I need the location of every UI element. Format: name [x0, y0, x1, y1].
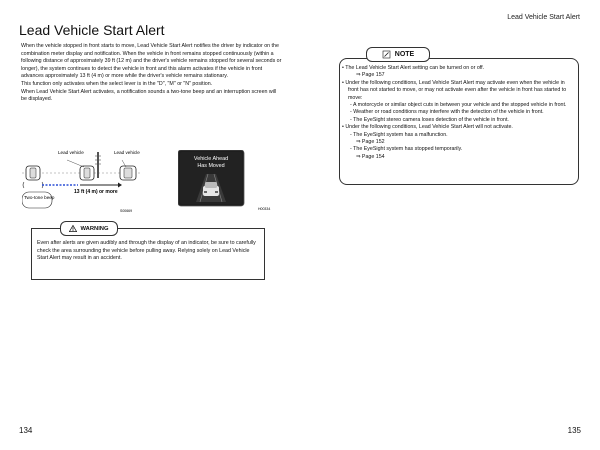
- body-paragraph: This function only activates when the select lever is in the "D", "M" or "N" position.: [21, 80, 213, 87]
- page-title: Lead Vehicle Start Alert: [19, 22, 165, 38]
- running-header: Lead Vehicle Start Alert: [507, 14, 580, 21]
- note-item: • The Lead Vehicle Start Alert setting can be turned on or off.: [342, 65, 485, 71]
- warning-triangle-icon: [69, 225, 77, 232]
- note-item: - The EyeSight system has a malfunction.: [350, 131, 448, 138]
- cut-in-marker-icon: [95, 152, 101, 178]
- screen-message: Has Moved: [197, 163, 225, 169]
- note-label: [366, 47, 430, 62]
- own-car-icon: [26, 166, 40, 180]
- note-item: ⇒ Page 152: [356, 139, 385, 146]
- note-item: • Under the following conditions, Lead Vehicle Start Alert may activate even when the vehicle in front has not started to move, or may not activate even after the vehicle in front has started to move:: [342, 79, 567, 101]
- note-item: - A motorcycle or similar object cuts in between your vehicle and the stopped vehicle in front.: [350, 102, 567, 109]
- sound-wave-icon: [23, 182, 43, 188]
- two-tone-beep-label: Two-tone beep: [24, 195, 55, 200]
- body-text: [21, 43, 283, 104]
- screen-message: Vehicle Ahead: [193, 156, 229, 162]
- note-item: - Weather or road conditions may interfere with the detection of the vehicle in front.: [350, 109, 544, 116]
- lead-car-moved-icon: [120, 166, 136, 180]
- note-item: • Under the following conditions, Lead Vehicle Start Alert will not activate.: [342, 124, 513, 131]
- body-paragraph: When Lead Vehicle Start Alert activates, a notification sounds a two-tone beep and an interruption screen will be displayed.: [21, 88, 277, 103]
- warning-text: Even after alerts are given audibly and through the display of an indicator, be sure to carefully check the area surrounding the vehicle before pulling away. Relying solely on Lead Vehicle Start Alert may result in an accident.: [37, 240, 256, 262]
- note-title: NOTE: [394, 51, 415, 58]
- note-text: [342, 65, 574, 161]
- note-item: ⇒ Page 154: [356, 153, 385, 160]
- distance-label: 13 ft (4 m) or more: [74, 189, 118, 195]
- figure-code: H00334: [258, 207, 271, 211]
- lead-vehicle-label: Lead vehicle: [58, 150, 84, 155]
- note-pen-icon: [382, 50, 391, 59]
- body-paragraph: When the vehicle stopped in front starts to move, Lead Vehicle Start Alert notifies the driver by indicator on the combination meter display and notification. When the vehicle in front remains stopped continuously (within a following distance of approximately 39 ft (12 m) and the driver's vehicle remains stopped for several seconds or longer), the system continues to detect the vehicle in front and this alarm activates if the vehicle in front advances approximately 13 ft (4 m) or more while the driver's vehicle remains stationary.: [21, 43, 282, 80]
- display-screen-illustration: [178, 150, 274, 212]
- page-number-left: 134: [19, 426, 33, 435]
- page-number-right: 135: [567, 426, 581, 435]
- note-item: - The EyeSight stereo camera loses detection of the vehicle in front.: [350, 116, 509, 123]
- warning-label: [60, 221, 118, 236]
- figure-code: S00669: [120, 209, 133, 213]
- arrow-right-icon: [118, 183, 122, 188]
- lead-vehicle-label: Lead vehicle: [114, 150, 140, 155]
- lead-car-rear-icon: [203, 182, 219, 196]
- note-item: ⇒ Page 157: [356, 72, 385, 79]
- lead-car-start-icon: [80, 166, 94, 180]
- note-item: - The EyeSight system has stopped temporarily.: [350, 146, 463, 153]
- warning-title: WARNING: [80, 225, 109, 232]
- distance-illustration: [22, 140, 140, 214]
